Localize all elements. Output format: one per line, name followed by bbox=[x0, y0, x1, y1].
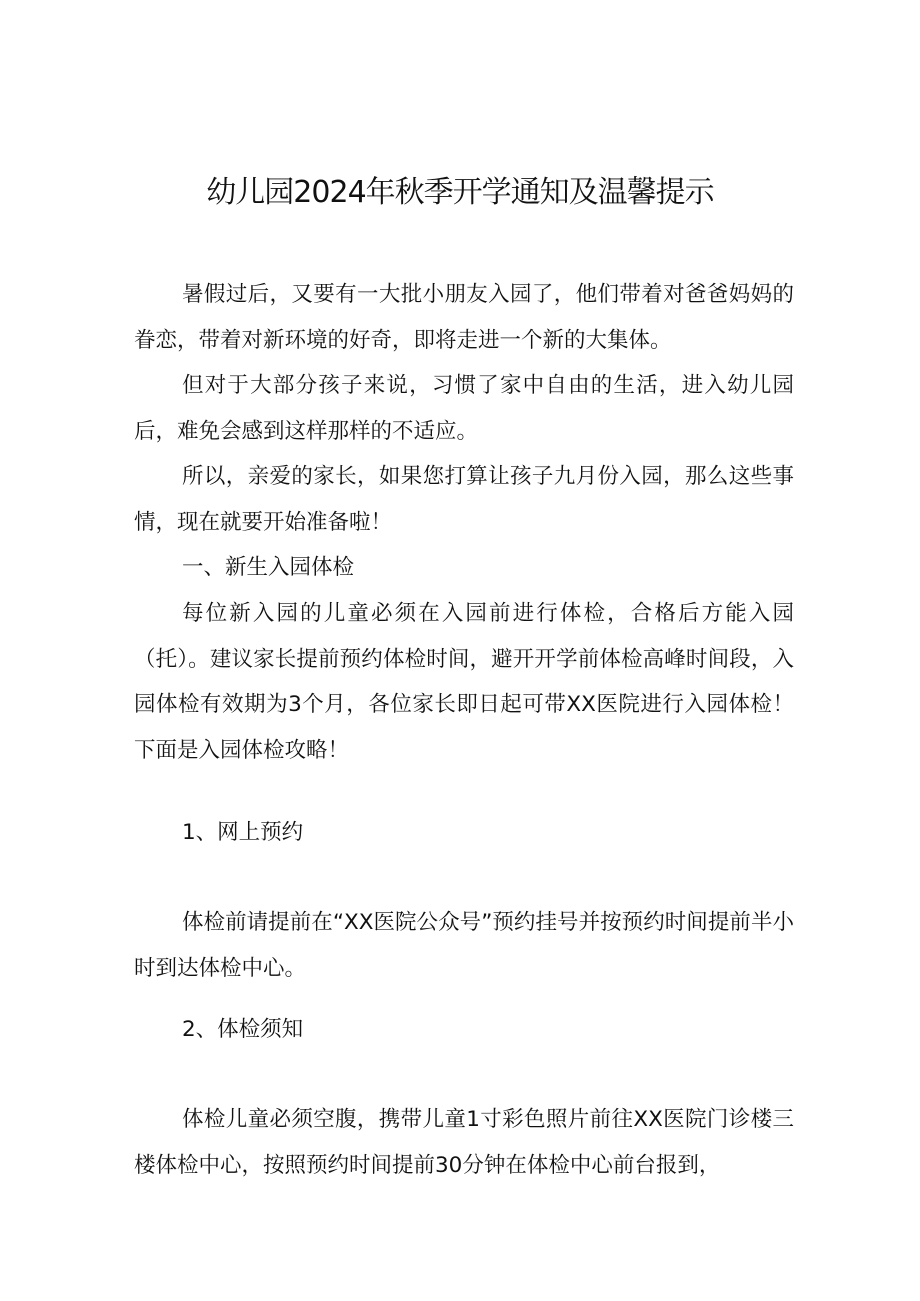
paragraph-check-notice: 体检儿童必须空腹，携带儿童1寸彩色照片前往XX医院门诊楼三楼体检中心，按照预约时间提前30分钟在体检中心前台报到， bbox=[134, 1107, 794, 1178]
subheading-check-notice: 2、体检须知 bbox=[182, 1017, 304, 1042]
paragraph-adaptation: 但对于大部分孩子来说，习惯了家中自由的生活，进入幼儿园后，难免会感到这样那样的不适应。 bbox=[134, 373, 794, 444]
document-title: 幼儿园2024年秋季开学通知及温馨提示 bbox=[206, 175, 714, 210]
paragraph-intro: 暑假过后，又要有一大批小朋友入园了，他们带着对爸爸妈妈的眷恋，带着对新环境的好奇，即将走进一个新的大集体。 bbox=[134, 282, 794, 353]
paragraph-online-booking: 体检前请提前在“XX医院公众号”预约挂号并按预约时间提前半小时到达体检中心。 bbox=[134, 910, 794, 981]
paragraph-preparation: 所以，亲爱的家长，如果您打算让孩子九月份入园，那么这些事情，现在就要开始准备啦！ bbox=[134, 464, 794, 535]
paragraph-health-check: 每位新入园的儿童必须在入园前进行体检，合格后方能入园（托）。建议家长提前预约体检时间，避开开学前体检高峰时间段，入园体检有效期为3个月，各位家长即日起可带XX医院进行入园体检！下面是入园体检攻略！ bbox=[134, 601, 794, 763]
section-heading-health-check: 一、新生入园体检 bbox=[182, 555, 355, 580]
subheading-online-booking: 1、网上预约 bbox=[182, 820, 304, 845]
